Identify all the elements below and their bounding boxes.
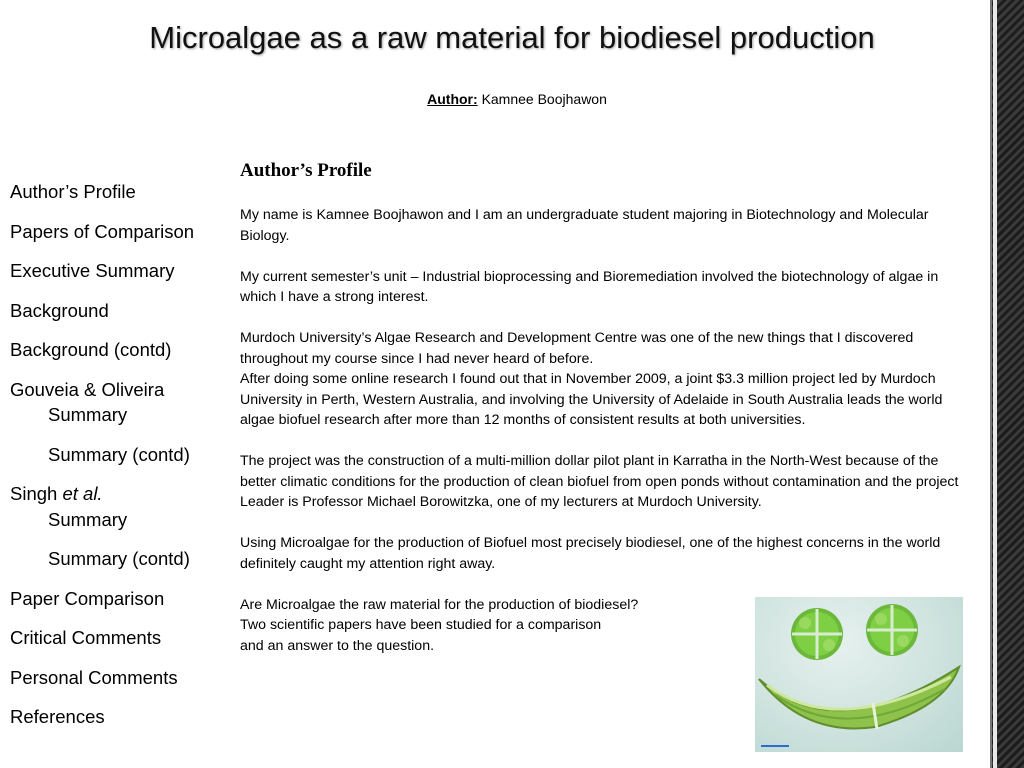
- algae-smile: [759, 667, 959, 729]
- paragraph-pilot-plant: The project was the construction of a multi-million dollar pilot plant in Karratha in the North-West because of the better climatic conditions for the production of clean biofuel from open ponds without contamination and the project Leader is Professor Michael Borowitzka, one of my lecturers at Murdoch University.: [240, 453, 959, 510]
- scale-bar: [761, 745, 789, 747]
- paragraph-research-centre: Murdoch University’s Algae Research and Development Centre was one of the new things that I discovered throughout my course since I had never heard of before.: [240, 330, 914, 367]
- strip-edge: [990, 0, 992, 768]
- algae-cell-right: [866, 604, 918, 656]
- nav-singh-summary-contd[interactable]: Summary (contd): [48, 548, 190, 569]
- paragraph-answer: and an answer to the question.: [240, 637, 435, 654]
- author-name: Kamnee Boojhawon: [481, 91, 607, 107]
- nav-critical-comments[interactable]: Critical Comments: [10, 627, 162, 648]
- nav-gouveia-summary-contd[interactable]: Summary (contd): [48, 443, 190, 465]
- paragraph-papers-studied: Two scientific papers have been studied for a comparison: [240, 617, 602, 633]
- author-line: [0, 91, 1024, 107]
- nav-background-contd[interactable]: Background (contd): [10, 339, 172, 360]
- paragraph-online-research: After doing some online research I found out that in November 2009, a joint $3.3 million project led by Murdoch University in Perth, Western Australia, and involving the University of Adelaide in South Australia leads the world algae biofuel research after more than 12 months of consistent results at both universities.: [240, 371, 943, 428]
- author-label: Author:: [427, 91, 478, 107]
- paragraph-semester-unit: My current semester’s unit – Industrial bioprocessing and Bioremediation involved the biotechnology of algae in which I have a strong interest.: [240, 268, 939, 305]
- nav-singh-summary[interactable]: Summary: [48, 508, 128, 530]
- paragraph-intro: My name is Kamnee Boojhawon and I am an undergraduate student majoring in Biotechnology and Molecular Biology.: [240, 207, 929, 244]
- decorative-side-strip: [990, 0, 1024, 768]
- microalgae-smiley-image: [755, 597, 963, 752]
- nav-singh-et-al[interactable]: [10, 482, 235, 506]
- slide-navigation: [10, 180, 235, 729]
- strip-line: [993, 0, 997, 768]
- slide-title: Microalgae as a raw material for biodiesel production: [149, 20, 875, 55]
- paragraph-biodiesel-interest: Using Microalgae for the production of Biofuel most precisely biodiesel, one of the highest concerns in the world definitely caught my attention right away.: [240, 535, 941, 572]
- nav-background[interactable]: Background: [10, 299, 109, 321]
- section-heading: Author’s Profile: [240, 160, 372, 181]
- nav-authors-profile[interactable]: Author’s Profile: [10, 181, 136, 202]
- nav-singh-label: Singh: [10, 483, 58, 504]
- nav-references[interactable]: References: [10, 706, 105, 727]
- nav-et-al-label: et al.: [62, 483, 103, 504]
- microalgae-illustration: [755, 597, 963, 752]
- profile-content: [240, 205, 960, 656]
- nav-executive-summary[interactable]: Executive Summary: [10, 260, 175, 281]
- nav-personal-comments[interactable]: Personal Comments: [10, 666, 178, 688]
- nav-paper-comparison[interactable]: Paper Comparison: [10, 587, 165, 609]
- paragraph-question: Are Microalgae the raw material for the production of biodiesel?: [240, 596, 639, 613]
- nav-gouveia-oliveira[interactable]: Gouveia & Oliveira: [10, 378, 165, 400]
- algae-cell-left: [791, 608, 843, 660]
- nav-papers-of-comparison[interactable]: Papers of Comparison: [10, 220, 195, 242]
- nav-gouveia-summary[interactable]: Summary: [48, 404, 128, 425]
